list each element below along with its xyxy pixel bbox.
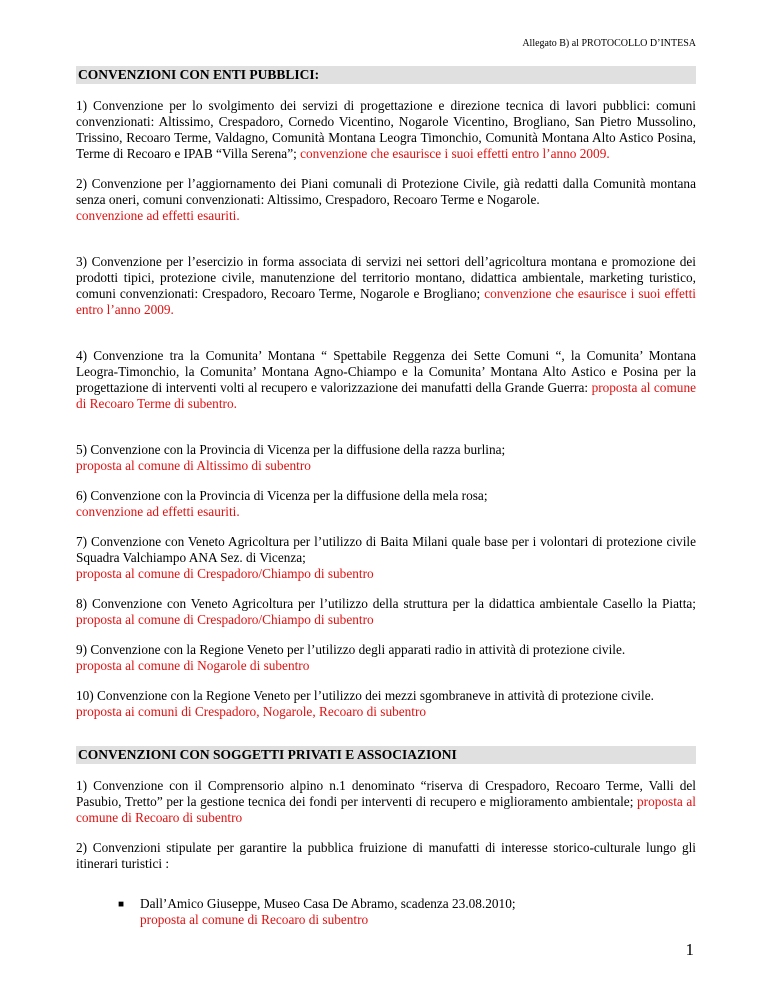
square-bullet-icon: ■: [118, 899, 125, 910]
private-convention-item-2: 2) Convenzioni stipulate per garantire la pubblica fruizione di manufatti di interesse storico-culturale lungo gli itinerari turistici :: [76, 840, 696, 871]
status-text: proposta al comune di Nogarole di subentro: [76, 658, 310, 673]
convention-item-10: 10) Convenzione con la Regione Veneto per l’utilizzo dei mezzi sgombraneve in attività di protezione civile. proposta ai comuni di Crespadoro, Nogarole, Recoaro di subentro: [76, 688, 654, 719]
status-text: proposta al comune di Altissimo di subentro: [76, 458, 311, 473]
status-text: convenzione che esaurisce i suoi effetti entro l’anno 2009.: [300, 146, 610, 161]
status-text: convenzione ad effetti esauriti.: [76, 504, 240, 519]
status-text: proposta al comune di Crespadoro/Chiampo di subentro: [76, 566, 374, 581]
convention-item-5: 5) Convenzione con la Provincia di Vicenza per la diffusione della razza burlina; proposta al comune di Altissimo di subentro: [76, 442, 506, 473]
status-text: proposta ai comuni di Crespadoro, Nogarole, Recoaro di subentro: [76, 704, 427, 719]
section-title-public: CONVENZIONI CON ENTI PUBBLICI:: [76, 66, 696, 84]
status-text: convenzione che esaurisce i suoi effetti entro l’anno 2009.: [76, 286, 696, 317]
page-number: 1: [685, 940, 694, 959]
convention-item-6: 6) Convenzione con la Provincia di Vicenza per la diffusione della mela rosa; convenzione ad effetti esauriti.: [76, 488, 488, 519]
document-body: [76, 66, 696, 928]
status-text: proposta al comune di Recoaro di subentro: [76, 794, 696, 825]
status-text: proposta al comune di Crespadoro/Chiampo di subentro: [76, 612, 374, 627]
convention-item-7: 7) Convenzione con Veneto Agricoltura per l’utilizzo di Baita Milani quale base per i volontari di protezione civile Squadra Valchiampo ANA Sez. di Vicenza; proposta al comune di Crespadoro/Chiampo di subentro: [76, 534, 696, 581]
list-item: ■ Dall’Amico Giuseppe, Museo Casa De Abramo, scadenza 23.08.2010; proposta al comune di Recoaro di subentro: [118, 896, 516, 927]
status-text: proposta al comune di Recoaro di subentro: [140, 912, 369, 927]
private-convention-item-1: 1) Convenzione con il Comprensorio alpino n.1 denominato “riserva di Crespadoro, Recoaro Terme, Valli del Pasubio, Tretto” per la gestione tecnica dei fondi per interventi di recupero e miglioramento ambientale; proposta al comune di Recoaro di subentro: [76, 778, 696, 825]
section-title-private: CONVENZIONI CON SOGGETTI PRIVATI E ASSOCIAZIONI: [76, 746, 696, 764]
page-header: Allegato B) al PROTOCOLLO D’INTESA: [522, 38, 696, 49]
convention-item-4: 4) Convenzione tra la Comunita’ Montana “ Spettabile Reggenza dei Sette Comuni “, la Comunita’ Montana Leogra-Timonchio, la Comunita’ Montana Agno-Chiampo e la Comunita’ Montana Alto Astico e Posina per la progettazione di interventi volti al recupero e valorizzazione dei manufatti della Grande Guerra: proposta al comune di Recoaro Terme di subentro.: [76, 348, 696, 411]
bullet-list: [76, 896, 696, 928]
convention-item-1: 1) Convenzione per lo svolgimento dei servizi di progettazione e direzione tecnica di lavori pubblici: comuni convenzionati: Altissimo, Crespadoro, Cornedo Vicentino, Nogarole Vicentino, Brogliano, San Pietro Mussolino, Trissino, Recoaro Terme, Valdagno, Comunità Montana Leogra Timonchio, Comunità Montana Alto Astico Posina, Terme di Recoaro e IPAB “Villa Serena”; convenzione che esaurisce i suoi effetti entro l’anno 2009.: [76, 98, 696, 161]
convention-item-2: 2) Convenzione per l’aggiornamento dei Piani comunali di Protezione Civile, già redatti dalla Comunità montana senza oneri, comuni convenzionati: Altissimo, Crespadoro, Recoaro Terme e Nogarole. convenzione ad effetti esauriti.: [76, 176, 696, 223]
status-text: convenzione ad effetti esauriti.: [76, 208, 240, 223]
convention-item-3: 3) Convenzione per l’esercizio in forma associata di servizi nei settori dell’agricoltura montana e promozione dei prodotti tipici, protezione civile, manutenzione del territorio montano, didattica ambientale, marketing turistico, comuni convenzionati: Crespadoro, Recoaro Terme, Nogarole e Brogliano; convenzione che esaurisce i suoi effetti entro l’anno 2009.: [76, 254, 696, 317]
convention-item-9: 9) Convenzione con la Regione Veneto per l’utilizzo degli apparati radio in attività di protezione civile. proposta al comune di Nogarole di subentro: [76, 642, 626, 673]
convention-item-8: 8) Convenzione con Veneto Agricoltura per l’utilizzo della struttura per la didattica ambientale Casello la Piatta; proposta al comune di Crespadoro/Chiampo di subentro: [76, 596, 696, 627]
status-text: proposta al comune di Recoaro Terme di subentro.: [76, 380, 696, 411]
